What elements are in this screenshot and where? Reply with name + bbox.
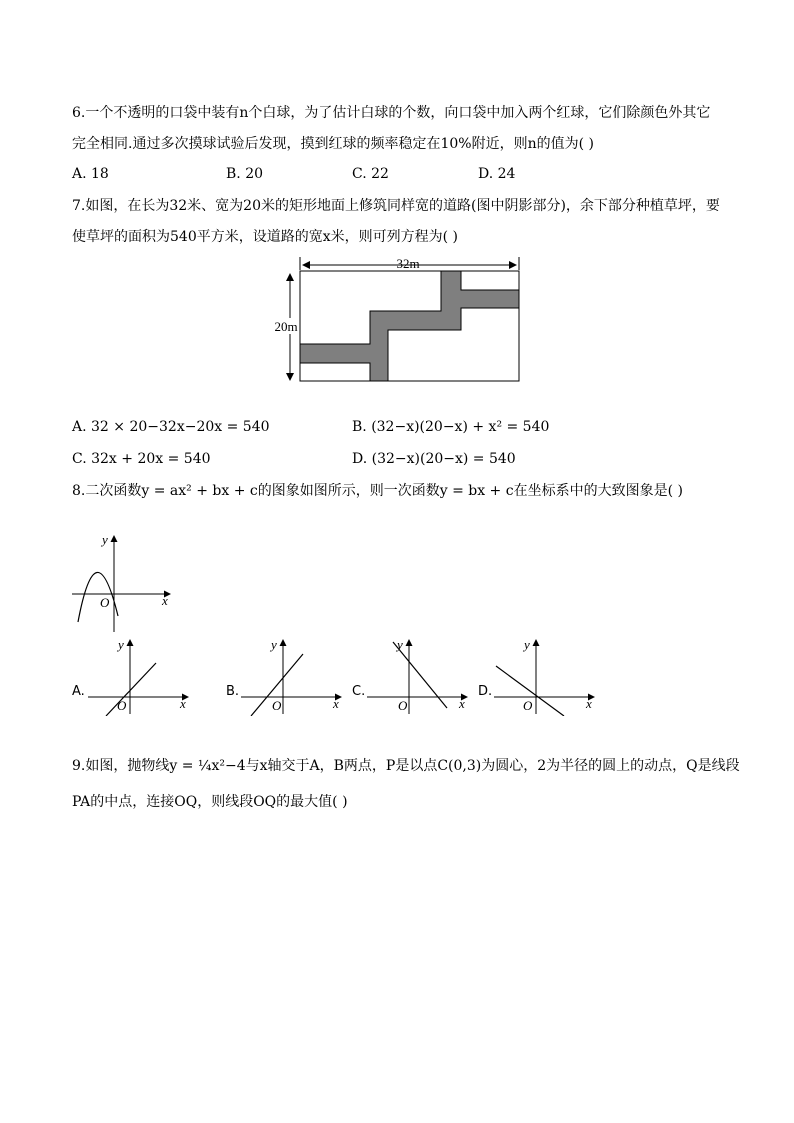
q8-option-d-graph [490, 636, 600, 716]
svg-text:y: y [118, 637, 124, 652]
q7-text-line1: 7.如图，在长为32米、宽为20米的矩形地面上修筑同样宽的道路(图中阴影部分)，余下部分种植草坪，要 [72, 198, 720, 214]
parabola-x-label: x [162, 593, 168, 608]
q8-option-d-letter: D. [478, 684, 493, 699]
svg-text:x: x [333, 696, 339, 711]
q8-option-a-graph [84, 636, 194, 716]
svg-text:x: x [586, 696, 592, 711]
q7-option-c: C. 32x + 20x = 540 [72, 451, 211, 467]
q7-text-line2: 使草坪的面积为540平方米，设道路的宽x米，则可列方程为( ) [72, 229, 458, 245]
svg-text:O: O [117, 698, 127, 713]
svg-text:y: y [524, 637, 530, 652]
width-label: 32m [396, 256, 420, 271]
q6-option-a: A. 18 [72, 166, 109, 182]
q8-option-c-graph [363, 636, 473, 716]
q9-text-line2: PA的中点，连接OQ，则线段OQ的最大值( ) [72, 794, 348, 810]
q6-text-line2: 完全相同.通过多次摸球试验后发现，摸到红球的频率稳定在10%附近，则n的值为( ) [72, 136, 594, 152]
q6-option-d: D. 24 [478, 166, 516, 182]
height-label: 20m [274, 319, 298, 334]
q8-parabola-graph [66, 530, 178, 635]
parabola-curve [78, 572, 118, 622]
q8-option-c-letter: C. [352, 684, 366, 699]
q9-text-line1: 9.如图，抛物线y = ¼x²−4与x轴交于A，B两点，P是以点C(0,3)为圆心，2为半径的圆上的动点，Q是线段 [72, 758, 740, 774]
q8-text-line1: 8.二次函数y = ax² + bx + c的图象如图所示，则一次函数y = bx + c在坐标系中的大致图象是( ) [72, 483, 683, 499]
q7-option-b: B. (32−x)(20−x) + x² = 540 [352, 419, 550, 435]
q7-option-d: D. (32−x)(20−x) = 540 [352, 451, 516, 467]
svg-text:x: x [459, 696, 465, 711]
q6-option-c: C. 22 [352, 166, 389, 182]
q7-road-figure [268, 252, 530, 387]
q8-option-a-letter: A. [72, 684, 85, 699]
svg-text:O: O [523, 698, 533, 713]
parabola-y-label: y [102, 532, 108, 547]
svg-text:O: O [398, 698, 408, 713]
svg-text:y: y [271, 637, 277, 652]
svg-text:O: O [272, 698, 282, 713]
q6-text-line1: 6.一个不透明的口袋中装有n个白球，为了估计白球的个数，向口袋中加入两个红球，它们除颜色外其它 [72, 105, 711, 121]
q8-option-b-graph [237, 636, 347, 716]
q6-option-b: B. 20 [226, 166, 264, 182]
q7-option-a: A. 32 × 20−32x−20x = 540 [72, 419, 270, 435]
option-a-line [106, 663, 156, 716]
svg-text:x: x [180, 696, 186, 711]
parabola-origin-label: O [100, 595, 110, 610]
svg-text:y: y [397, 637, 403, 652]
q8-option-b-letter: B. [226, 684, 240, 699]
